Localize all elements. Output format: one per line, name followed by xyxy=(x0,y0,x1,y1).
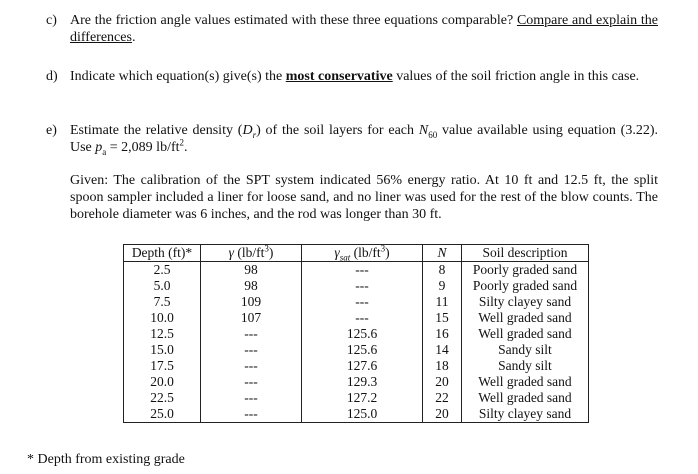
given-paragraph: Given: The calibration of the SPT system indicated 56% energy ratio. At 10 ft and 12.5 ft, the split spoon sampler included a liner for loose sand, and no liner was used for the rest of the blow counts. The borehole diameter was 6 inches, and the rod was longer than 30 ft. xyxy=(70,173,658,222)
cell-unit-weight: 109 xyxy=(201,294,302,310)
cell-unit-weight: 107 xyxy=(201,310,302,326)
cell-blow-count: 9 xyxy=(423,278,462,294)
header-blow-count: N xyxy=(423,245,462,262)
cell-unit-weight: --- xyxy=(201,326,302,342)
question-d-text: Indicate which equation(s) give(s) the most conservative values of the soil friction angle in this case. xyxy=(70,69,640,84)
cell-unit-weight: --- xyxy=(201,342,302,358)
header-unit-weight: γ $(lb/ft^3)$ xyxy=(201,245,302,262)
cell-soil-description: Sandy silt xyxy=(462,342,589,358)
cell-unit-weight: 98 xyxy=(201,262,302,279)
cell-saturated-unit-weight: 125.6 xyxy=(302,326,423,342)
cell-blow-count: 20 xyxy=(423,406,462,423)
cell-saturated-unit-weight: --- xyxy=(302,262,423,279)
cell-soil-description: Sandy silt xyxy=(462,358,589,374)
cell-saturated-unit-weight: --- xyxy=(302,278,423,294)
cell-blow-count: 15 xyxy=(423,310,462,326)
question-c-text: Are the friction angle values estimated with these three equations comparable? Compare and explain the differences. xyxy=(70,13,658,45)
cell-soil-description: Poorly graded sand xyxy=(462,278,589,294)
cell-saturated-unit-weight: --- xyxy=(302,310,423,326)
table-row xyxy=(124,326,589,342)
cell-depth: 20.0 xyxy=(124,374,201,390)
table-row xyxy=(124,342,589,358)
cell-depth: 22.5 xyxy=(124,390,201,406)
cell-saturated-unit-weight: 127.2 xyxy=(302,390,423,406)
cell-depth: 17.5 xyxy=(124,358,201,374)
cell-depth: 2.5 xyxy=(124,262,201,279)
cell-saturated-unit-weight: 129.3 xyxy=(302,374,423,390)
cell-soil-description: Well graded sand xyxy=(462,390,589,406)
soil-data-table xyxy=(123,244,589,423)
question-e-text: Estimate the relative density $(D_r)$ of the soil layers for each $N_{60}$ value available using equation (3.22). Use $p_a = 2,089$ $lb/ft^2$. xyxy=(70,123,658,157)
table-row xyxy=(124,406,589,423)
table-header-row xyxy=(124,245,589,262)
cell-unit-weight: --- xyxy=(201,374,302,390)
cell-soil-description: Well graded sand xyxy=(462,374,589,390)
cell-saturated-unit-weight: 125.6 xyxy=(302,342,423,358)
cell-depth: 10.0 xyxy=(124,310,201,326)
table-row xyxy=(124,310,589,326)
table-row xyxy=(124,358,589,374)
table-footnote: * Depth from existing grade xyxy=(27,452,185,467)
cell-depth: 12.5 xyxy=(124,326,201,342)
table-row xyxy=(124,374,589,390)
cell-depth: 15.0 xyxy=(124,342,201,358)
cell-unit-weight: --- xyxy=(201,390,302,406)
table-row xyxy=(124,278,589,294)
cell-unit-weight: --- xyxy=(201,406,302,423)
header-depth: Depth (ft)* xyxy=(124,245,201,262)
cell-depth: 5.0 xyxy=(124,278,201,294)
header-soil-description: Soil description xyxy=(462,245,589,262)
question-d-emphasis: most conservative xyxy=(285,69,393,84)
header-saturated-unit-weight: $\gamma_{sat}$ $(lb/ft^3)$ xyxy=(302,245,423,262)
table-row xyxy=(124,390,589,406)
cell-saturated-unit-weight: 127.6 xyxy=(302,358,423,374)
cell-soil-description: Well graded sand xyxy=(462,326,589,342)
cell-soil-description: Poorly graded sand xyxy=(462,262,589,279)
cell-blow-count: 18 xyxy=(423,358,462,374)
cell-soil-description: Silty clayey sand xyxy=(462,406,589,423)
cell-saturated-unit-weight: 125.0 xyxy=(302,406,423,423)
question-e-letter: e) xyxy=(46,123,57,138)
cell-depth: 25.0 xyxy=(124,406,201,423)
cell-blow-count: 11 xyxy=(423,294,462,310)
question-d-letter: d) xyxy=(46,69,58,84)
question-c-letter: c) xyxy=(46,13,57,28)
cell-unit-weight: --- xyxy=(201,358,302,374)
cell-blow-count: 20 xyxy=(423,374,462,390)
question-c-underlined: Compare and explain the differences xyxy=(70,13,658,45)
cell-blow-count: 16 xyxy=(423,326,462,342)
cell-unit-weight: 98 xyxy=(201,278,302,294)
cell-saturated-unit-weight: --- xyxy=(302,294,423,310)
cell-blow-count: 8 xyxy=(423,262,462,279)
cell-depth: 7.5 xyxy=(124,294,201,310)
cell-soil-description: Silty clayey sand xyxy=(462,294,589,310)
cell-blow-count: 22 xyxy=(423,390,462,406)
table-row xyxy=(124,262,589,279)
cell-soil-description: Well graded sand xyxy=(462,310,589,326)
cell-blow-count: 14 xyxy=(423,342,462,358)
table-row xyxy=(124,294,589,310)
